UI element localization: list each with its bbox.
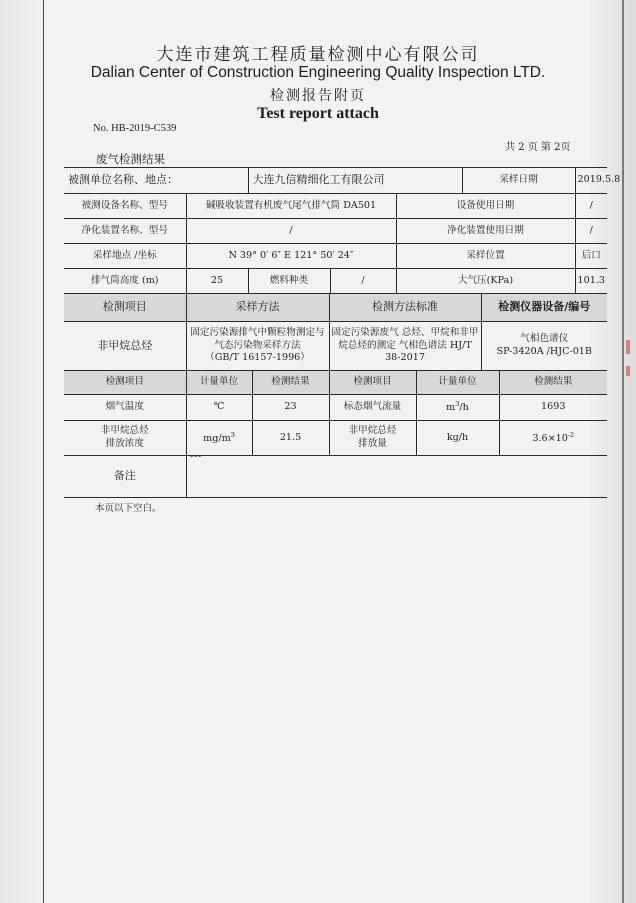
location-coordinates: N 39° 0′ 6″ E 121° 50′ 24″ xyxy=(186,244,396,269)
scan-border-left xyxy=(0,0,45,903)
unit-base: mg/m xyxy=(203,432,231,444)
equipment-label: 被测设备名称、型号 xyxy=(64,194,186,219)
result-value: 23 xyxy=(252,395,329,421)
tested-unit-value: 大连九信精细化工有限公司 xyxy=(248,168,462,194)
scan-fold-line-left xyxy=(43,0,44,903)
result-unit xyxy=(186,421,252,456)
result-item-line: 排放量 xyxy=(358,438,387,449)
equipment-date-value: / xyxy=(575,194,607,219)
method-standard-code: HJ/T 38-2017 xyxy=(385,339,472,364)
organization-name-cn: 大连市建筑工程质量检测中心有限公司 xyxy=(156,45,480,65)
remarks-value xyxy=(186,456,607,498)
purifier-date-value: / xyxy=(575,219,607,244)
equipment-date-label: 设备使用日期 xyxy=(396,194,575,219)
table-row xyxy=(64,395,607,421)
table-row xyxy=(64,421,607,456)
purifier-label: 净化装置名称、型号 xyxy=(64,219,186,244)
result-item-line: 非甲烷总烃 xyxy=(100,425,149,437)
results-table xyxy=(64,370,607,498)
sample-info-table xyxy=(64,167,621,294)
pressure-value: 101.3 xyxy=(575,269,607,294)
sampling-method xyxy=(186,322,329,371)
result-item: 标态烟气流量 xyxy=(329,395,416,421)
fuel-type-value: / xyxy=(330,269,396,294)
method-table xyxy=(64,293,607,371)
document-title-cn: 检测报告附页 xyxy=(270,88,366,104)
results-header-value: 检测结果 xyxy=(252,371,329,395)
result-item: 烟气温度 xyxy=(64,395,186,421)
result-value xyxy=(499,421,607,456)
footer-note: 本页以下空白。 xyxy=(95,503,162,514)
method-item: 非甲烷总烃 xyxy=(64,322,186,371)
tested-unit-label: 被测单位名称、地点： xyxy=(64,168,248,194)
unit-base: m xyxy=(446,402,456,414)
document-title-en: Test report attach xyxy=(257,105,379,122)
scan-fold-line-right xyxy=(622,0,624,903)
location-label: 采样地点 /坐标 xyxy=(64,244,186,269)
section-title: 废气检测结果 xyxy=(96,152,165,166)
instrument xyxy=(481,322,607,371)
purifier-value: / xyxy=(186,219,396,244)
value-exponent: -2 xyxy=(567,430,575,439)
result-item xyxy=(329,421,416,456)
results-header-unit: 计量单位 xyxy=(186,371,252,395)
page-indicator: 共 2 页 第 2页 xyxy=(505,142,571,153)
result-item xyxy=(64,421,186,456)
remarks-label: 备注 xyxy=(64,456,186,498)
stack-height-label: 排气筒高度 (m) xyxy=(64,269,186,294)
stack-height-value: 25 xyxy=(186,269,248,294)
sampling-method-code: （GB/T 16157-1996） xyxy=(205,352,310,364)
pressure-label: 大气压(KPa) xyxy=(396,269,575,294)
method-header-item: 检测项目 xyxy=(64,294,186,322)
equipment-value: 碱吸收装置有机废气尾气排气筒 DA501 xyxy=(186,194,396,219)
report-number: No. HB-2019-C539 xyxy=(93,123,177,134)
method-standard xyxy=(329,322,481,371)
result-value: 21.5 xyxy=(252,421,329,456)
method-header-standard: 检测方法标准 xyxy=(329,294,481,322)
sampling-method-text: 固定污染源排气中颗粒物测定与气态污染物采样方法 xyxy=(190,326,325,351)
sampling-date-label: 采样日期 xyxy=(462,168,575,194)
unit-superscript: 3 xyxy=(230,430,235,439)
unit-rest: /h xyxy=(459,402,469,414)
results-header-item: 检测项目 xyxy=(64,371,186,395)
instrument-model: SP-3420A /HJC-01B xyxy=(496,346,592,357)
scan-mark xyxy=(626,340,630,354)
instrument-name: 气相色谱仪 xyxy=(520,333,569,345)
value-base: 3.6×10 xyxy=(532,432,568,444)
result-item-line: 非甲烷总烃 xyxy=(348,425,397,437)
results-header-item: 检测项目 xyxy=(329,371,416,395)
remarks-dash: --- xyxy=(190,452,203,462)
fuel-type-label: 燃料种类 xyxy=(248,269,330,294)
organization-name-en: Dalian Center of Construction Engineering Quality Inspection LTD. xyxy=(90,64,546,81)
sampling-date-value: 2019.5.8 xyxy=(575,168,607,194)
sampling-position-label: 采样位置 xyxy=(396,244,575,269)
purifier-date-label: 净化装置使用日期 xyxy=(396,219,575,244)
results-header-unit: 计量单位 xyxy=(416,371,499,395)
method-standard-text: 固定污染源废气 总烃、甲烷和非甲烷总烃的测定 气相色谱法 xyxy=(331,326,479,351)
result-unit xyxy=(416,395,499,421)
unit-superscript: 3 xyxy=(455,400,460,409)
scan-mark xyxy=(626,366,630,376)
result-unit: ℃ xyxy=(186,395,252,421)
sampling-position-value: 后口 xyxy=(575,244,607,269)
results-header-value: 检测结果 xyxy=(499,371,607,395)
result-item-line: 排放浓度 xyxy=(105,438,144,449)
method-header-instrument: 检测仪器设备/编号 xyxy=(481,294,607,322)
result-value: 1693 xyxy=(499,395,607,421)
method-header-sampling: 采样方法 xyxy=(186,294,329,322)
result-unit: kg/h xyxy=(416,421,499,456)
